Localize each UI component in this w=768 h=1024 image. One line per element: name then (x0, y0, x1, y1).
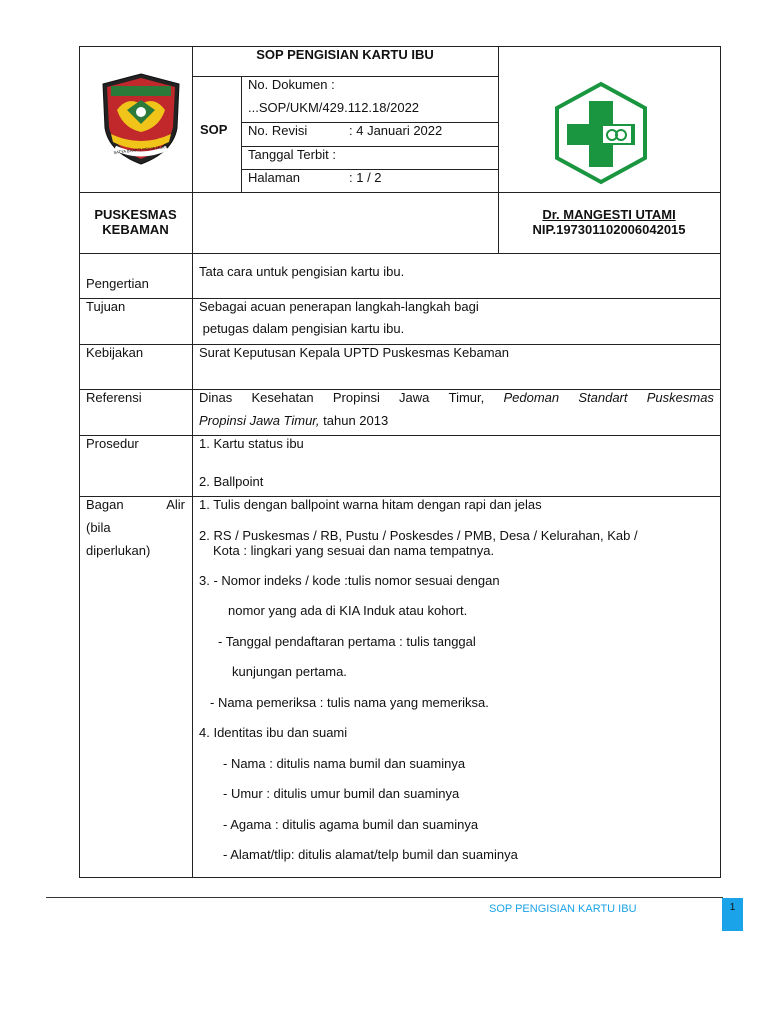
no-dokumen-value: ...SOP/UKM/429.112.18/2022 (248, 100, 420, 115)
pengertian-label: Pengertian (86, 276, 149, 291)
bagan-alir-label-line3: diperlukan) (86, 543, 151, 558)
bagan-step-1: 1. Tulis dengan ballpoint warna hitam dengan rapi dan jelas (199, 497, 542, 512)
doctor-name: Dr. MANGESTI UTAMI (542, 207, 676, 222)
prosedur-item-2: 2. Ballpoint (199, 474, 264, 489)
referensi-word: Propinsi (332, 390, 380, 405)
prosedur-label: Prosedur (86, 436, 139, 451)
bagan-step-4-alamat: - Alamat/tlip: ditulis alamat/telp bumil dan suaminya (223, 847, 518, 862)
kebijakan-label: Kebijakan (86, 345, 144, 360)
table-bottom-border (79, 877, 721, 878)
bagan-step-4-nama: - Nama : ditulis nama bumil dan suaminya (223, 756, 466, 771)
org-name-line1: PUSKESMAS (94, 207, 177, 222)
tanggal-terbit-label: Tanggal Terbit : (248, 147, 336, 162)
bagan-step-3-line3: - Tanggal pendaftaran pertama : tulis tanggal (218, 634, 476, 649)
bagan-alir-label-line1 (86, 497, 185, 513)
label-column-border (192, 46, 193, 878)
referensi-italic-part: Propinsi Jawa Timur, (199, 413, 320, 428)
org-name-line2: KEBAMAN (102, 222, 169, 237)
referensi-word: Jawa (399, 390, 430, 405)
referensi-text-line1 (199, 390, 714, 406)
halaman-value: : 1 / 2 (349, 170, 382, 185)
bagan-step-4: 4. Identitas ibu dan suami (199, 725, 348, 740)
org-row-bottom-border (79, 253, 721, 254)
page-number: 1 (729, 902, 736, 913)
referensi-word: Pedoman (503, 390, 560, 405)
referensi-label: Referensi (86, 390, 142, 405)
referensi-word: Timur, (448, 390, 485, 405)
sop-column-border (241, 76, 242, 193)
halaman-label: Halaman (248, 170, 301, 185)
bagan-alir-word: Bagan (86, 497, 124, 512)
bagan-step-4-agama: - Agama : ditulis agama bumil dan suaminya (223, 817, 479, 832)
sop-label: SOP (200, 122, 228, 137)
header-divider-1 (192, 76, 498, 77)
puskesmas-health-logo (553, 81, 649, 185)
referensi-text-line2 (199, 413, 388, 429)
bagan-step-3-line4: kunjungan pertama. (232, 664, 347, 679)
table-right-border (720, 46, 721, 878)
tujuan-label: Tujuan (86, 299, 126, 314)
page-number-badge (722, 898, 743, 931)
bagan-step-3-line2: nomor yang ada di KIA Induk atau kohort. (228, 603, 468, 618)
footer-title: SOP PENGISIAN KARTU IBU (489, 903, 637, 915)
bagan-alir-label-line2: (bila (86, 520, 111, 535)
row-border-4 (79, 435, 721, 436)
tujuan-text-line1: Sebagai acuan penerapan langkah-langkah bagi (199, 299, 479, 314)
no-dokumen-label: No. Dokumen : (248, 77, 335, 92)
kebijakan-text: Surat Keputusan Kepala UPTD Puskesmas Kebaman (199, 345, 510, 360)
doctor-nip: NIP.197301102006042015 (532, 222, 686, 237)
prosedur-item-1: 1. Kartu status ibu (199, 436, 304, 451)
bagan-step-3-line1: 3. - Nomor indeks / kode :tulis nomor sesuai dengan (199, 573, 500, 588)
header-bottom-border (79, 192, 721, 193)
referensi-word: Kesehatan (251, 390, 314, 405)
document-title: SOP PENGISIAN KARTU IBU (256, 47, 434, 62)
no-revisi-label: No. Revisi (248, 123, 308, 138)
referensi-word: Standart (578, 390, 628, 405)
no-revisi-value: : 4 Januari 2022 (349, 123, 443, 138)
tujuan-text-line2: petugas dalam pengisian kartu ibu. (199, 321, 405, 336)
table-left-border (79, 46, 80, 878)
bagan-step-2-line2: Kota : lingkari yang sesuai dan nama tempatnya. (213, 543, 495, 558)
footer-rule (46, 897, 723, 898)
bagan-alir-word: Alir (166, 497, 185, 512)
pengertian-text: Tata cara untuk pengisian kartu ibu. (199, 264, 405, 279)
bagan-step-4-umur: - Umur : ditulis umur bumil dan suaminya (223, 786, 460, 801)
bagan-step-3-line5: - Nama pemeriksa : tulis nama yang memeriksa. (210, 695, 489, 710)
referensi-word: Puskesmas (646, 390, 714, 405)
seal-motto-text: SATYA BHAKTI PRAJA MUKTI (113, 144, 169, 155)
referensi-word: Dinas (199, 390, 233, 405)
bagan-step-2-line1: 2. RS / Puskesmas / RB, Pustu / Poskesdes / PMB, Desa / Kelurahan, Kab / (199, 528, 638, 543)
referensi-year-part: tahun 2013 (319, 413, 389, 428)
